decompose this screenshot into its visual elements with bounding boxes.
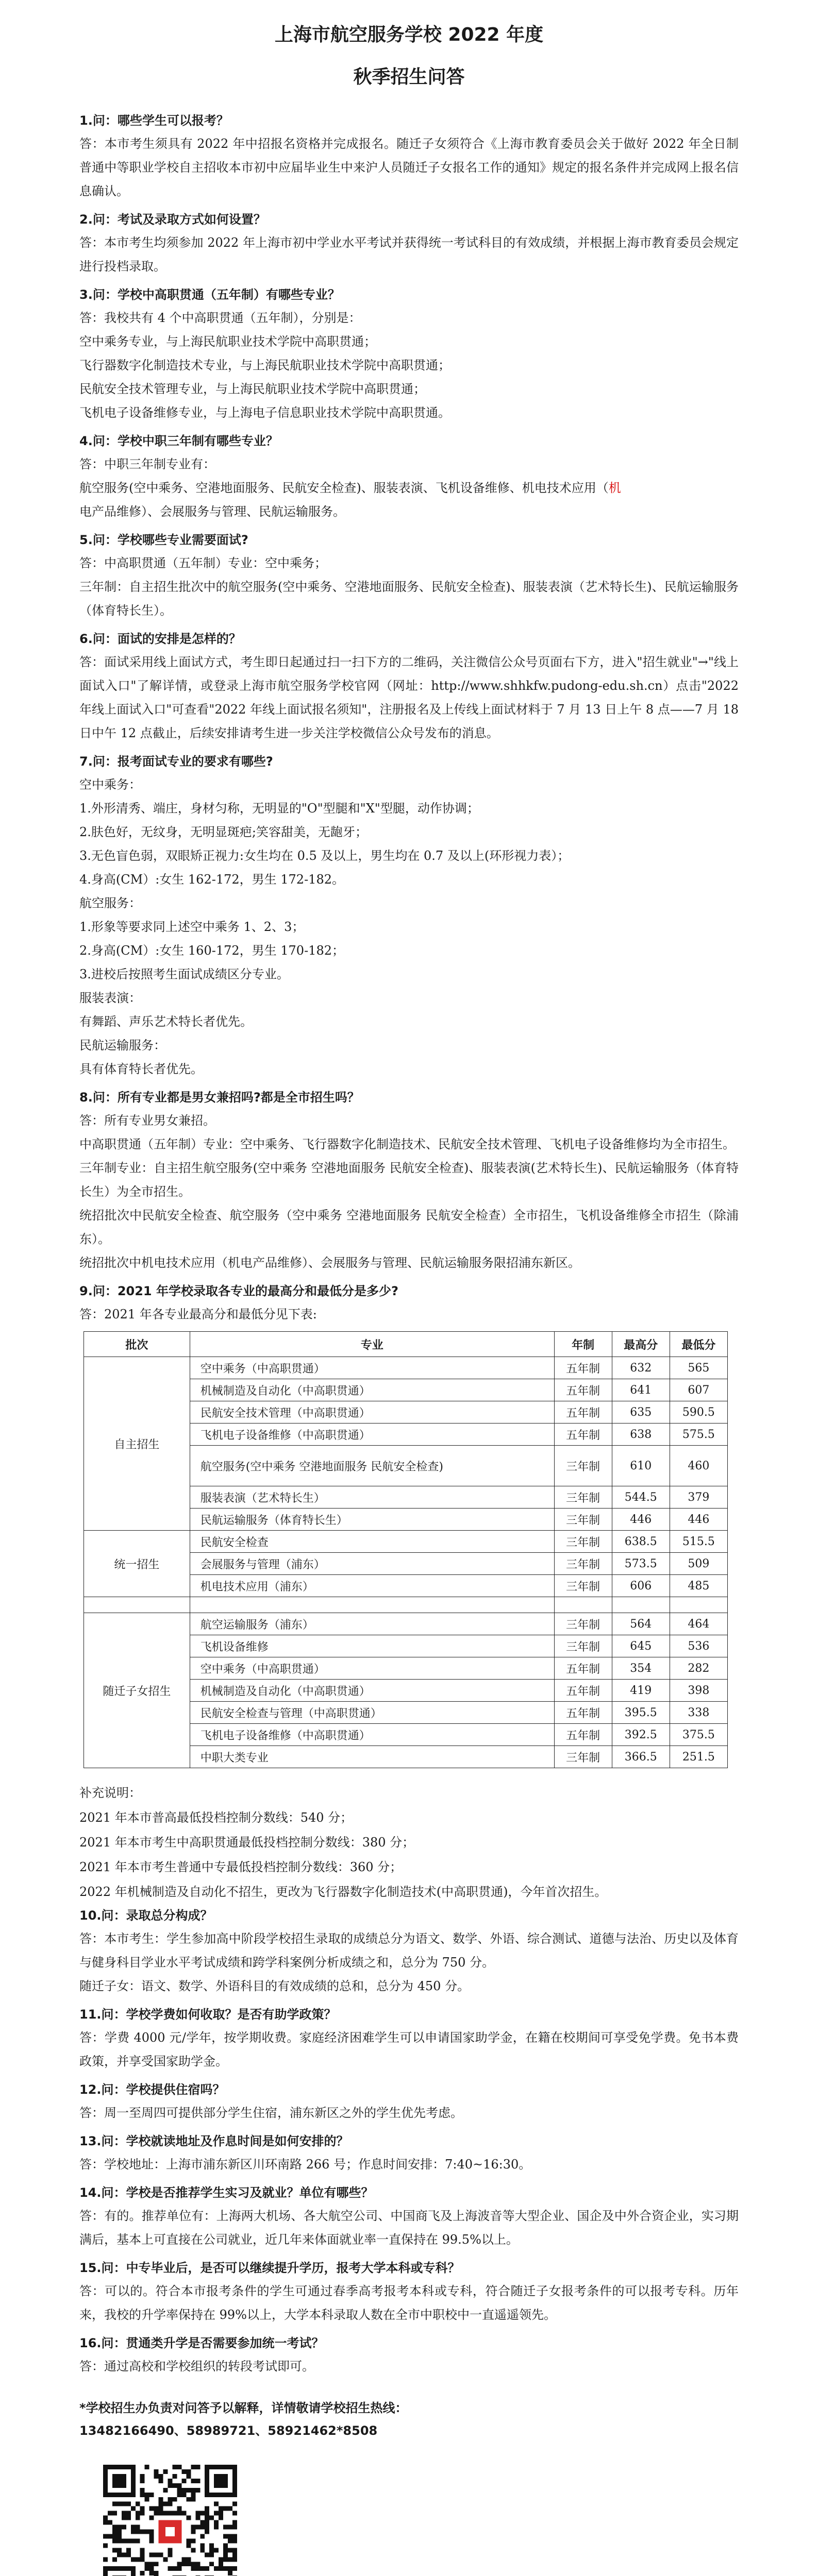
answer-line: 3.无色盲色弱，双眼矫正视力:女生均在 0.5 及以上，男生均在 0.7 及以上(环形视力表）；: [79, 849, 570, 863]
question: 4.问：学校中职三年制有哪些专业？: [79, 434, 278, 448]
answer-line: 答：中高职贯通（五年制）专业：空中乘务；: [79, 556, 327, 570]
high-score-cell: 419: [612, 1680, 670, 1702]
years-cell: 三年制: [554, 1509, 612, 1531]
low-score-cell: 375.5: [670, 1724, 727, 1746]
qa-item: [79, 529, 739, 622]
answer-line: 飞机电子设备维修专业，与上海电子信息职业技术学院中高职贯通。: [79, 405, 450, 420]
note-line: 2021 年本市普高最低投档控制分数线：540 分；: [79, 1810, 353, 1825]
question: 7.问：报考面试专业的要求有哪些?: [79, 754, 273, 769]
answer-line: 有舞蹈、声乐艺术特长者优先。: [79, 1014, 253, 1029]
high-score-cell: 395.5: [612, 1702, 670, 1724]
question: 12.问：学校提供住宿吗？: [79, 2082, 225, 2097]
table-header-cell: 年制: [554, 1332, 612, 1357]
low-score-cell: 607: [670, 1379, 727, 1401]
answer-line: 航空服务：: [79, 896, 141, 910]
answer-line: 4.身高(CM）:女生 162-172，男生 172-182。: [79, 872, 344, 887]
high-score-cell: 638.5: [612, 1531, 670, 1553]
high-score-cell: 446: [612, 1509, 670, 1531]
high-score-cell: 606: [612, 1575, 670, 1597]
page-title: 上海市航空服务学校 2022 年度: [274, 24, 544, 45]
low-score-cell: 251.5: [670, 1746, 727, 1768]
low-score-cell: 536: [670, 1635, 727, 1657]
qa-item: [79, 2181, 739, 2251]
question: 13.问：学校就读地址及作息时间是如何安排的？: [79, 2134, 349, 2148]
years-cell: 三年制: [554, 1635, 612, 1657]
qa-item: [79, 628, 739, 745]
years-cell: 五年制: [554, 1357, 612, 1379]
note-line: 补充说明：: [79, 1786, 141, 1800]
qa-item: [79, 1280, 739, 1326]
major-cell: 会展服务与管理（浦东）: [190, 1553, 554, 1575]
major-cell: 空中乘务（中高职贯通）: [190, 1657, 554, 1680]
question: 15.问：中专毕业后，是否可以继续提升学历，报考大学本科或专科？: [79, 2261, 460, 2275]
qa-item: [79, 109, 739, 203]
contact-phones: 13482166490、58989721、58921462*8508: [79, 2424, 378, 2438]
spacer-cell: [612, 1597, 670, 1613]
contact-line-1: *学校招生办负责对问答予以解释，详情敬请学校招生热线：: [79, 2401, 408, 2415]
answer-line: 2.肤色好，无纹身，无明显斑疤;笑容甜美，无龅牙；: [79, 825, 368, 839]
major-cell: 服装表演（艺术特长生）: [190, 1486, 554, 1509]
major-cell: 民航安全检查: [190, 1531, 554, 1553]
contact-info: [79, 2397, 739, 2442]
qr-block: [103, 2465, 242, 2576]
answer-line: 空中乘务专业，与上海民航职业技术学院中高职贯通；: [79, 334, 376, 349]
years-cell: 三年制: [554, 1446, 612, 1486]
low-score-cell: 446: [670, 1509, 727, 1531]
note-line: 2021 年本市考生普通中专最低投档控制分数线：360 分；: [79, 1860, 403, 1874]
page-subtitle: 秋季招生问答: [353, 66, 465, 88]
answer-line: 空中乘务：: [79, 777, 141, 792]
qa-item: [79, 2130, 739, 2176]
major-cell: 飞机电子设备维修（中高职贯通）: [190, 1724, 554, 1746]
answer-line: 统招批次中机电技术应用（机电产品维修）、会展服务与管理、民航运输服务限招浦东新区。: [79, 1256, 580, 1270]
answer-line: 答：本市考生：学生参加高中阶段学校招生录取的成绩总分为语文、数学、外语、综合测试、道德与法治、历史以及体育与健身科目学业水平考试成绩和跨学科案例分析成绩之和，总分为 750 分。: [79, 1931, 739, 1970]
major-cell: 民航安全检查与管理（中高职贯通）: [190, 1702, 554, 1724]
years-cell: 五年制: [554, 1657, 612, 1680]
question: 5.问：学校哪些专业需要面试?: [79, 533, 248, 547]
qa-item: [79, 283, 739, 425]
major-cell: 航空运输服务（浦东）: [190, 1613, 554, 1635]
question: 10.问：录取总分构成？: [79, 1908, 213, 1923]
years-cell: 五年制: [554, 1702, 612, 1724]
batch-cell: 统一招生: [84, 1531, 190, 1597]
high-score-cell: 564: [612, 1613, 670, 1635]
major-cell: 机械制造及自动化（中高职贯通）: [190, 1680, 554, 1702]
table-header-cell: 最低分: [670, 1332, 727, 1357]
low-score-cell: 282: [670, 1657, 727, 1680]
batch-cell: 随迁子女招生: [84, 1613, 190, 1768]
high-score-cell: 635: [612, 1401, 670, 1423]
table-row: [84, 1357, 728, 1379]
answer-line: 答：学校地址：上海市浦东新区川环南路 266 号；作息时间安排：7:40~16:30。: [79, 2157, 531, 2172]
spacer-cell: [554, 1597, 612, 1613]
major-cell: 机电技术应用（浦东）: [190, 1575, 554, 1597]
answer-line: 三年制：自主招生批次中的航空服务(空中乘务、空港地面服务、民航安全检查)、服装表演（艺术特长生)、民航运输服务（体育特长生）。: [79, 580, 739, 618]
answer-line: 答：所有专业男女兼招。: [79, 1113, 215, 1128]
high-score-cell: 641: [612, 1379, 670, 1401]
major-cell: 飞机电子设备维修（中高职贯通）: [190, 1423, 554, 1446]
answer-line: 答：2021 年各专业最高分和最低分见下表:: [79, 1307, 317, 1321]
qa-item: [79, 2078, 739, 2125]
major-cell: 民航安全技术管理（中高职贯通）: [190, 1401, 554, 1423]
years-cell: 五年制: [554, 1423, 612, 1446]
high-score-cell: 544.5: [612, 1486, 670, 1509]
high-score-cell: 573.5: [612, 1553, 670, 1575]
question: 2.问：考试及录取方式如何设置？: [79, 212, 266, 227]
table-row: [84, 1531, 728, 1553]
low-score-cell: 398: [670, 1680, 727, 1702]
low-score-cell: 565: [670, 1357, 727, 1379]
answer-line: 统招批次中民航安全检查、航空服务（空中乘务 空港地面服务 民航安全检查）全市招生，飞机设备维修全市招生（除浦东）。: [79, 1208, 739, 1246]
answer-line: 具有体育特长者优先。: [79, 1062, 203, 1076]
years-cell: 三年制: [554, 1486, 612, 1509]
answer-line: 民航运输服务：: [79, 1038, 166, 1053]
answer-line: 服装表演：: [79, 991, 141, 1005]
answer-line: 随迁子女：语文、数学、外语科目的有效成绩的总和，总分为 450 分。: [79, 1979, 470, 1993]
answer-line: 答：学费 4000 元/学年，按学期收费。家庭经济困难学生可以申请国家助学金，在籍在校期间可享受免学费。免书本费政策，并享受国家助学金。: [79, 2030, 739, 2069]
high-score-cell: 610: [612, 1446, 670, 1486]
table-row: [84, 1613, 728, 1635]
answer-line: 航空服务(空中乘务、空港地面服务、民航安全检查)、服装表演、飞机设备维修、机电技术应用（机: [79, 481, 621, 495]
low-score-cell: 379: [670, 1486, 727, 1509]
batch-cell: 自主招生: [84, 1357, 190, 1531]
table-header-cell: 最高分: [612, 1332, 670, 1357]
years-cell: 三年制: [554, 1746, 612, 1768]
answer-line: 答：通过高校和学校组织的转段考试即可。: [79, 2359, 314, 2374]
high-score-cell: 632: [612, 1357, 670, 1379]
qa-list-2: [79, 1904, 739, 2378]
answer-line: 1.外形清秀、端庄，身材匀称，无明显的"O"型腿和"X"型腿，动作协调；: [79, 801, 479, 816]
years-cell: 三年制: [554, 1575, 612, 1597]
major-cell: 空中乘务（中高职贯通）: [190, 1357, 554, 1379]
low-score-cell: 575.5: [670, 1423, 727, 1446]
table-header-row: [84, 1332, 728, 1357]
table-spacer-row: [84, 1597, 728, 1613]
years-cell: 三年制: [554, 1613, 612, 1635]
note-line: 2022 年机械制造及自动化不招生，更改为飞行器数字化制造技术(中高职贯通)，今年首次招生。: [79, 1885, 607, 1899]
table-header-cell: 专业: [190, 1332, 554, 1357]
question: 1.问：哪些学生可以报考？: [79, 113, 229, 128]
years-cell: 三年制: [554, 1553, 612, 1575]
major-cell: 中职大类专业: [190, 1746, 554, 1768]
years-cell: 五年制: [554, 1724, 612, 1746]
qa-item: [79, 1086, 739, 1275]
question: 16.问：贯通类升学是否需要参加统一考试？: [79, 2336, 324, 2350]
table-body: [84, 1357, 728, 1768]
low-score-cell: 485: [670, 1575, 727, 1597]
note-line: 2021 年本市考生中高职贯通最低投档控制分数线：380 分；: [79, 1835, 415, 1850]
qa-item: [79, 1904, 739, 1998]
answer-line: 2.身高(CM）:女生 160-172，男生 170-182；: [79, 943, 344, 958]
answer-line: 民航安全技术管理专业，与上海民航职业技术学院中高职贯通；: [79, 382, 426, 396]
question: 11.问：学校学费如何收取？是否有助学政策？: [79, 2007, 337, 2022]
low-score-cell: 460: [670, 1446, 727, 1486]
answer-line: 答：我校共有 4 个中高职贯通（五年制），分别是：: [79, 311, 361, 325]
low-score-cell: 338: [670, 1702, 727, 1724]
years-cell: 三年制: [554, 1531, 612, 1553]
high-score-cell: 366.5: [612, 1746, 670, 1768]
qa-list: [79, 109, 739, 1326]
answer-line: 答：周一至周四可提供部分学生住宿，浦东新区之外的学生优先考虑。: [79, 2106, 463, 2120]
high-score-cell: 392.5: [612, 1724, 670, 1746]
low-score-cell: 590.5: [670, 1401, 727, 1423]
major-cell: 飞机设备维修: [190, 1635, 554, 1657]
qr-code-icon: [103, 2465, 237, 2576]
spacer-cell: [670, 1597, 727, 1613]
highlight-char: 机: [608, 481, 621, 495]
answer-line: 飞行器数字化制造技术专业，与上海民航职业技术学院中高职贯通；: [79, 358, 450, 372]
question: 14.问：学校是否推荐学生实习及就业？单位有哪些？: [79, 2185, 374, 2200]
high-score-cell: 354: [612, 1657, 670, 1680]
answer-line: 3.进校后按照考生面试成绩区分专业。: [79, 967, 289, 981]
answer-line: 答：有的。推荐单位有：上海两大机场、各大航空公司、中国商飞及上海波音等大型企业、国企及中外合资企业，实习期满后，基本上可直接在公司就业，近几年来体面就业率一直保持在 99.5%以上。: [79, 2209, 739, 2247]
question: 8.问：所有专业都是男女兼招吗?都是全市招生吗？: [79, 1090, 360, 1105]
answer-line: 答：面试采用线上面试方式，考生即日起通过扫一扫下方的二维码，关注微信公众号页面右下方，进入"招生就业"→"线上面试入口"了解详情，或登录上海市航空服务学校官网（网址：http://www.shhkfw.pudong-edu.sh.cn）点击"2022 年线上面试入口"可查看"2022 年线上面试报名须知"，注册报名及上传线上面试材料于 7 月 13 日上午 8 点——7 月 18 日中午 12 点截止，后续安排请考生进一步关注学校微信公众号发布的消息。: [79, 655, 739, 740]
high-score-cell: 645: [612, 1635, 670, 1657]
years-cell: 五年制: [554, 1401, 612, 1423]
high-score-cell: 638: [612, 1423, 670, 1446]
table-header-cell: 批次: [84, 1332, 190, 1357]
qa-item: [79, 750, 739, 1081]
qa-item: [79, 2003, 739, 2073]
major-cell: 航空服务(空中乘务 空港地面服务 民航安全检查): [190, 1446, 554, 1486]
score-table: [84, 1331, 728, 1768]
answer-line: 电产品维修）、会展服务与管理、民航运输服务。: [79, 504, 345, 519]
low-score-cell: 464: [670, 1613, 727, 1635]
question: 3.问：学校中高职贯通（五年制）有哪些专业？: [79, 287, 340, 302]
major-cell: 民航运输服务（体育特长生）: [190, 1509, 554, 1531]
low-score-cell: 515.5: [670, 1531, 727, 1553]
answer-line: 答：可以的。符合本市报考条件的学生可通过春季高考报考本科或专科，符合随迁子女报考条件的可以报考专科。历年来，我校的升学率保持在 99%以上，大学本科录取人数在全市中职校中一直遥遥领先。: [79, 2284, 739, 2322]
qa-item: [79, 2257, 739, 2327]
years-cell: 五年制: [554, 1379, 612, 1401]
qa-item: [79, 430, 739, 523]
spacer-cell: [84, 1597, 190, 1613]
answer-line: 三年制专业：自主招生航空服务(空中乘务 空港地面服务 民航安全检查)、服装表演(艺术特长生)、民航运输服务（体育特长生）为全市招生。: [79, 1161, 739, 1199]
answer-line: 答：本市考生均须参加 2022 年上海市初中学业水平考试并获得统一考试科目的有效成绩，并根据上海市教育委员会规定进行投档录取。: [79, 235, 739, 274]
spacer-cell: [190, 1597, 554, 1613]
answer-line: 答：本市考生须具有 2022 年中招报名资格并完成报名。随迁子女须符合《上海市教育委员会关于做好 2022 年全日制普通中等职业学校自主招收本市初中应届毕业生中来沪人员随迁子女报名工作的通知》规定的报名条件并完成网上报名信息确认。: [79, 137, 739, 198]
low-score-cell: 509: [670, 1553, 727, 1575]
answer-line: 1.形象等要求同上述空中乘务 1、2、3；: [79, 920, 305, 934]
years-cell: 五年制: [554, 1680, 612, 1702]
answer-line: 答：中职三年制专业有：: [79, 457, 215, 471]
answer-line: 中高职贯通（五年制）专业：空中乘务、飞行器数字化制造技术、民航安全技术管理、飞机电子设备维修均为全市招生。: [79, 1137, 735, 1151]
major-cell: 机械制造及自动化（中高职贯通）: [190, 1379, 554, 1401]
question: 9.问：2021 年学校录取各专业的最高分和最低分是多少?: [79, 1284, 398, 1298]
qa-item: [79, 208, 739, 278]
supplementary-notes: [79, 1781, 739, 1904]
qa-item: [79, 2332, 739, 2378]
question: 6.问：面试的安排是怎样的？: [79, 632, 241, 646]
